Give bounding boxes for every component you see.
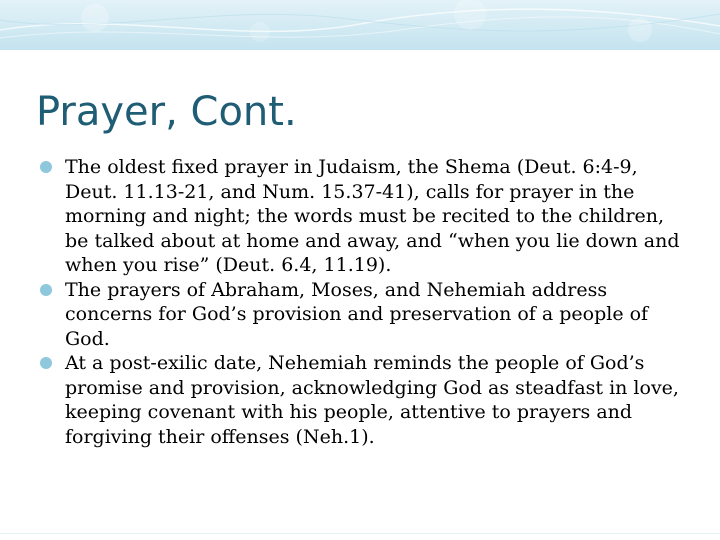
bullet-item-shema bbox=[40, 155, 686, 278]
bullet-list bbox=[40, 155, 686, 449]
bullet-item-prayers bbox=[40, 278, 686, 352]
bullet-item-nehemiah bbox=[40, 351, 686, 449]
bullet-dot-icon bbox=[40, 284, 52, 296]
slide-title: Prayer, Cont. bbox=[36, 89, 297, 135]
bullet-dot-icon bbox=[40, 161, 52, 173]
footer-divider bbox=[0, 533, 720, 534]
bullet-text: The oldest fixed prayer in Judaism, the Shema (Deut. 6:4-9, Deut. 11.13-21, and Num. 15.37-41), calls for prayer in the morning and night; the words must be recited to the children, be talked about at home and away, and “when you lie down and when you rise” (Deut. 6.4, 11.19). bbox=[65, 156, 680, 276]
bullet-text: At a post-exilic date, Nehemiah reminds the people of God’s promise and provision, acknowledging God as steadfast in love, keeping covenant with his people, attentive to prayers and forgiving their offenses (Neh.1). bbox=[65, 352, 679, 448]
decorative-banner bbox=[0, 0, 720, 50]
bullet-text: The prayers of Abraham, Moses, and Nehemiah address concerns for God’s provision and preservation of a people of God. bbox=[65, 278, 649, 350]
banner-swirl-graphic bbox=[0, 0, 720, 50]
bullet-dot-icon bbox=[40, 357, 52, 369]
